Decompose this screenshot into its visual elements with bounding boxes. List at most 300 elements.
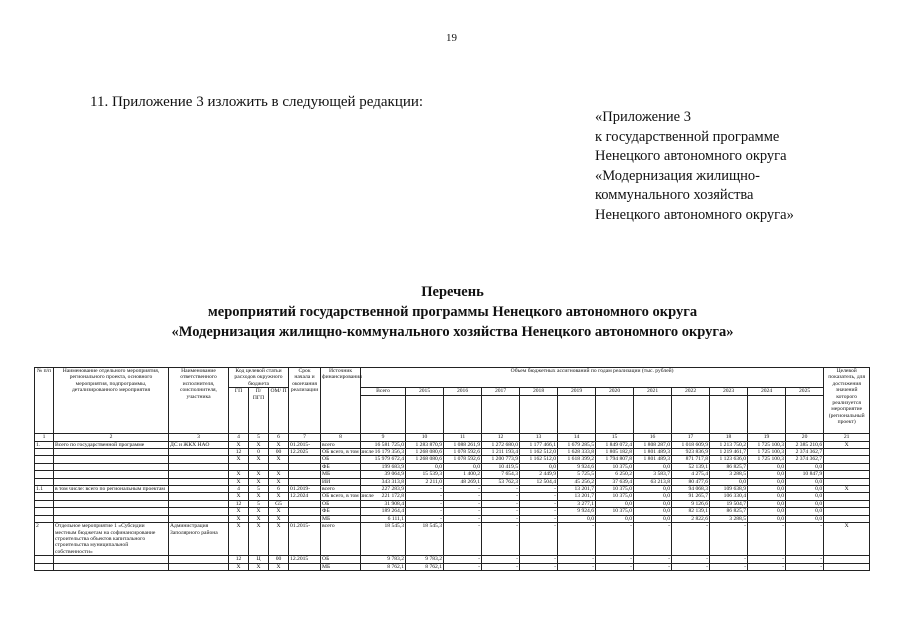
row-2015: - [406,493,444,500]
header-year: 2024 [748,388,786,395]
row-2022: 94 068,3 [672,486,710,493]
column-number: 21 [824,433,870,441]
row-2015: 15 539,3 [406,471,444,478]
row-2018: 1 162 512,0 [520,456,558,463]
row-term [289,563,321,570]
header-spacer [710,395,748,433]
row-2020: - [596,563,634,570]
row-2018: - [520,523,558,556]
row-num [35,493,54,500]
row-2017: 10 419,5 [482,463,520,470]
table-row [35,493,870,500]
table-row [35,449,870,456]
row-term: 12.2024 [289,493,321,500]
row-target [824,500,870,507]
row-2019: 9 924,6 [558,463,596,470]
header-executor: Наименование ответственного исполнителя, соисполнителя, участника [169,368,229,434]
row-executor [169,563,229,570]
row-2021: - [634,563,672,570]
row-2020: 0,0 [596,500,634,507]
row-pgp: Х [249,515,269,522]
row-executor [169,515,229,522]
row-executor [169,478,229,485]
row-2020: 10 375,0 [596,486,634,493]
row-2025: 0,0 [786,515,824,522]
row-pgp: Х [249,441,269,448]
row-2025: 2 385 210,6 [786,441,824,448]
row-om: Х [269,456,289,463]
row-target [824,493,870,500]
row-2015: 1 268 080,6 [406,449,444,456]
row-source: всего [321,441,361,448]
row-2017: 1 200 773,9 [482,456,520,463]
program-table-wrapper [34,367,870,571]
row-term: 01.2015- [289,523,321,556]
row-source: всего [321,486,361,493]
row-2020: 0,0 [596,515,634,522]
row-source: всего [321,523,361,556]
table-row [35,456,870,463]
row-name [54,456,169,463]
row-2015: 9 783,2 [406,556,444,563]
row-gp: Х [229,478,249,485]
row-2021: 3 583,7 [634,471,672,478]
row-om: 6 [269,486,289,493]
row-target: Х [824,486,870,493]
column-number: 16 [634,433,672,441]
header-year: 2017 [482,388,520,395]
row-2019: 13 201,7 [558,486,596,493]
column-number: 12 [482,433,520,441]
row-2017: 7 654,3 [482,471,520,478]
row-gp: Х [229,493,249,500]
row-2017: - [482,500,520,507]
row-num [35,463,54,470]
header-total: Всего [361,388,406,395]
header-pgp: П/ ПГП [249,388,269,433]
row-2017: - [482,493,520,500]
row-2019: 1 618 399,2 [558,456,596,463]
table-row [35,508,870,515]
row-source: ОБ всего, в том числе [322,493,374,500]
column-number: 5 [249,433,269,441]
header-year: 2016 [444,388,482,395]
row-target [824,515,870,522]
row-2017: - [482,523,520,556]
row-2020: - [596,556,634,563]
table-row [35,478,870,485]
row-2017: - [482,508,520,515]
row-target [824,463,870,470]
row-2019: 5 725,5 [558,471,596,478]
row-2017: - [482,515,520,522]
row-pgp: Х [249,563,269,570]
row-2023: - [710,556,748,563]
row-num [35,456,54,463]
row-om [269,463,289,470]
row-2015: - [406,500,444,507]
row-2022: 80 477,6 [672,478,710,485]
row-source: ОБ [321,456,361,463]
document-heading [0,282,905,342]
row-2019: - [558,523,596,556]
row-name [54,508,169,515]
row-2021: 0,0 [634,493,672,500]
row-target [824,478,870,485]
row-2020: 10 375,0 [596,493,634,500]
table-row [35,500,870,507]
row-source: ОБ всего, в том числе [322,449,374,456]
row-2017: 1 211 193,4 [482,449,520,456]
row-2021: 1 808 287,0 [634,441,672,448]
row-name [54,463,169,470]
row-2025: 0,0 [786,493,824,500]
row-source: МБ [321,471,361,478]
row-2023: 1 123 636,0 [710,456,748,463]
row-source: ФБ [321,508,361,515]
appendix-line: коммунального хозяйства [595,187,754,203]
row-2019: 3 277,1 [558,500,596,507]
row-2016: - [444,508,482,515]
row-2015: - [406,486,444,493]
row-term [289,471,321,478]
header-spacer [520,395,558,433]
row-num [35,478,54,485]
heading-line: мероприятий государственной программы Ненецкого автономного округа [207,304,698,320]
row-term: 12.2015 [289,556,321,563]
header-spacer [482,395,520,433]
row-2017: - [482,563,520,570]
row-2021: - [634,523,672,556]
row-2019: 45 256,2 [558,478,596,485]
row-om: Х [269,478,289,485]
row-executor [169,486,229,493]
row-om: Х [269,523,289,556]
row-target [824,456,870,463]
row-om: Х [269,515,289,522]
row-2022: 1 018 609,9 [672,441,710,448]
row-2015: 18 545,3 [406,523,444,556]
row-num [35,449,54,456]
column-number: 9 [361,433,406,441]
table-row [35,523,870,556]
row-2021: 0,0 [634,500,672,507]
row-2024: 1 725 100,3 [748,449,786,456]
row-2015: 2 211,0 [406,478,444,485]
row-name [54,478,169,485]
row-name [54,515,169,522]
row-executor [169,493,229,500]
row-2016: - [444,493,482,500]
row-name: Всего по государственной программе [54,441,169,448]
row-2025: 0,0 [786,486,824,493]
row-2022: 9 126,6 [672,500,710,507]
row-num: 1. [35,441,54,448]
appendix-line: «Приложение 3 [595,109,691,125]
row-2018: - [520,493,558,500]
row-num [35,500,54,507]
row-pgp: 0 [249,449,269,456]
row-om: Х [269,563,289,570]
row-term [289,508,321,515]
row-2016: 1 088 261,9 [444,441,482,448]
row-pgp: Х [249,478,269,485]
row-2023: 3 288,5 [710,471,748,478]
row-executor: ДС и ЖКХ НАО [169,441,229,448]
row-target [824,449,870,456]
row-2022: - [672,563,710,570]
column-number: 4 [229,433,249,441]
row-total: 39 064,9 [361,471,406,478]
row-gp: 12 [229,500,249,507]
row-2016: - [444,563,482,570]
row-2024: 0,0 [748,463,786,470]
column-number: 1 [35,433,54,441]
row-2017: - [482,556,520,563]
row-gp: Х [229,563,249,570]
row-total: 221 172,8 [361,493,406,500]
row-2016: 1 078 592,6 [444,449,482,456]
row-target [824,563,870,570]
header-spacer [786,395,824,433]
row-2024: 1 725 100,3 [748,441,786,448]
column-number: 19 [748,433,786,441]
row-2018: 1 177 466,1 [520,441,558,448]
row-2021: 0,0 [634,463,672,470]
row-total: 199 683,9 [361,463,406,470]
row-source: ОБ [321,500,361,507]
column-number: 20 [786,433,824,441]
row-name [54,563,169,570]
row-2024: 1 725 100,3 [748,456,786,463]
row-2023: 86 825,7 [710,463,748,470]
row-term: 12.2025 [289,449,321,456]
row-2018: - [520,563,558,570]
header-name: Наименование отдельного мероприятия, регионального проекта, основного мероприятия, подпрограммы, детализированного мероприятия [54,368,169,434]
row-name [54,471,169,478]
page-number: 19 [446,32,457,44]
row-source: ОБ [321,556,361,563]
row-source: МБ [321,563,361,570]
row-pgp: Х [249,456,269,463]
row-target [824,508,870,515]
header-year: 2021 [634,388,672,395]
row-2019: - [558,556,596,563]
table-row [35,463,870,470]
column-number-row [35,433,870,441]
row-name [54,500,169,507]
column-number: 13 [520,433,558,441]
row-2025: 10 847,9 [786,471,824,478]
column-number: 18 [710,433,748,441]
row-gp [229,463,249,470]
row-num: 2 [35,523,54,556]
row-2024: - [748,563,786,570]
row-2022: 82 139,1 [672,508,710,515]
row-source: ИИ [321,478,361,485]
row-executor [169,456,229,463]
header-spacer [634,395,672,433]
row-2016: - [444,500,482,507]
row-2022: 52 139,1 [672,463,710,470]
row-2018: 12 504,4 [520,478,558,485]
row-om: Х [269,493,289,500]
row-2021: 0,0 [634,508,672,515]
table-row [35,556,870,563]
table-row [35,471,870,478]
header-year: 2015 [406,388,444,395]
program-table [34,367,870,571]
row-executor [169,471,229,478]
row-2016: - [444,556,482,563]
row-2018: 1 162 512,0 [520,449,558,456]
row-source: МБ [321,515,361,522]
row-2016: 48 269,1 [444,478,482,485]
row-om: 00 [269,556,289,563]
row-total: 343 313,8 [361,478,406,485]
row-total: 16 581 725,0 [361,441,406,448]
row-2022: 91 265,7 [672,493,710,500]
row-2025: - [786,523,824,556]
row-source: ФБ [321,463,361,470]
row-2024: 0,0 [748,500,786,507]
row-2021: 0,0 [634,515,672,522]
row-executor: Администрация Заполярного района [169,523,229,556]
row-2025: 2 374 362,7 [786,449,824,456]
column-number: 7 [289,433,321,441]
row-term: 01.2015- [289,441,321,448]
table-row [35,486,870,493]
row-2024: - [748,523,786,556]
header-target: Целевой показатель, для достижения значений которого реализуется мероприятие (региональный проект) [824,368,870,434]
row-gp: Х [229,471,249,478]
row-2022: 2 822,6 [672,515,710,522]
header-year: 2025 [786,388,824,395]
row-2023: 1 213 750,2 [710,441,748,448]
row-2018: - [520,556,558,563]
row-executor [169,463,229,470]
row-2022: 871 717,8 [672,456,710,463]
heading-line: «Модернизация жилищно-коммунального хозяйства Ненецкого автономного округа» [171,324,734,340]
row-name [54,556,169,563]
row-target [824,471,870,478]
appendix-label [595,108,794,225]
row-om: Х [269,508,289,515]
row-2025: 0,0 [786,463,824,470]
row-total: 9 783,2 [361,556,406,563]
row-term [289,478,321,485]
row-gp: Х [229,441,249,448]
row-pgp [249,463,269,470]
row-name: в том числе: всего по региональным проектам [54,486,169,493]
row-2019: - [558,563,596,570]
row-2023: 86 825,7 [710,508,748,515]
row-2025: 0,0 [786,500,824,507]
row-2018: 0,0 [520,463,558,470]
header-spacer [444,395,482,433]
row-num: 1.1 [35,486,54,493]
row-term [289,515,321,522]
row-2024: 0,0 [748,515,786,522]
row-2018: - [520,486,558,493]
row-2021: 1 801 489,3 [634,449,672,456]
header-year: 2019 [558,388,596,395]
row-target: Х [824,523,870,556]
header-spacer [361,395,406,433]
row-om: G5 [269,500,289,507]
row-2020: 1 805 182,8 [596,449,634,456]
header-source: Источник финансирования [321,368,361,434]
row-2019: 1 628 333,8 [558,449,596,456]
row-executor [169,500,229,507]
row-2023: 1 219 461,7 [710,449,748,456]
row-num [35,563,54,570]
row-total: 227 283,9 [361,486,406,493]
row-2024: 0,0 [748,508,786,515]
header-om: ОМ/ П [269,388,289,433]
row-pgp: Х [249,508,269,515]
row-2020: 1 849 072,4 [596,441,634,448]
row-2022: - [672,523,710,556]
row-2020: 37 639,4 [596,478,634,485]
header-volume: Объем бюджетных ассигнований по годам реализации (тыс. рублей) [361,368,824,388]
row-2023: 106 330,4 [710,493,748,500]
row-total: 8 762,1 [361,563,406,570]
row-gp: 4 [229,486,249,493]
heading-line: Перечень [421,284,484,300]
row-2016: 1 078 592,6 [444,456,482,463]
table-row [35,441,870,448]
row-2020: - [596,523,634,556]
appendix-line: «Модернизация жилищно- [595,167,760,184]
column-number: 14 [558,433,596,441]
header-year: 2022 [672,388,710,395]
row-2022: - [672,556,710,563]
header-term: Срок начала и окончания реализации [289,368,321,434]
row-total: 189 264,4 [361,508,406,515]
row-num [35,471,54,478]
row-om: 00 [269,449,289,456]
row-2015: 0,0 [406,463,444,470]
row-gp: 12 [229,449,249,456]
header-spacer [406,395,444,433]
row-2017: - [482,486,520,493]
row-2024: 0,0 [748,486,786,493]
row-pgp: Ц [249,556,269,563]
row-2019: 13 201,7 [558,493,596,500]
row-num [35,556,54,563]
appendix-line: к государственной программе [595,128,780,145]
row-2015: - [406,515,444,522]
row-2020: 1 794 807,8 [596,456,634,463]
row-2020: 10 375,0 [596,508,634,515]
row-2016: - [444,523,482,556]
row-name [54,493,169,500]
row-2024: 0,0 [748,471,786,478]
header-spacer [558,395,596,433]
row-term [289,500,321,507]
column-number: 10 [406,433,444,441]
appendix-line: Ненецкого автономного округа [595,148,787,164]
row-name: Отдельное мероприятие 1 «Субсидии местным бюджетам на софинансирование строительства объектов капитального строительства муниципальной собственности» [54,523,169,556]
appendix-line: Ненецкого автономного округа» [595,206,794,223]
row-total: 15 979 672,4 [361,456,406,463]
row-2023: - [710,563,748,570]
row-pgp: 5 [249,486,269,493]
header-spacer [672,395,710,433]
header-gp: ГП [229,388,249,433]
row-2018: - [520,508,558,515]
